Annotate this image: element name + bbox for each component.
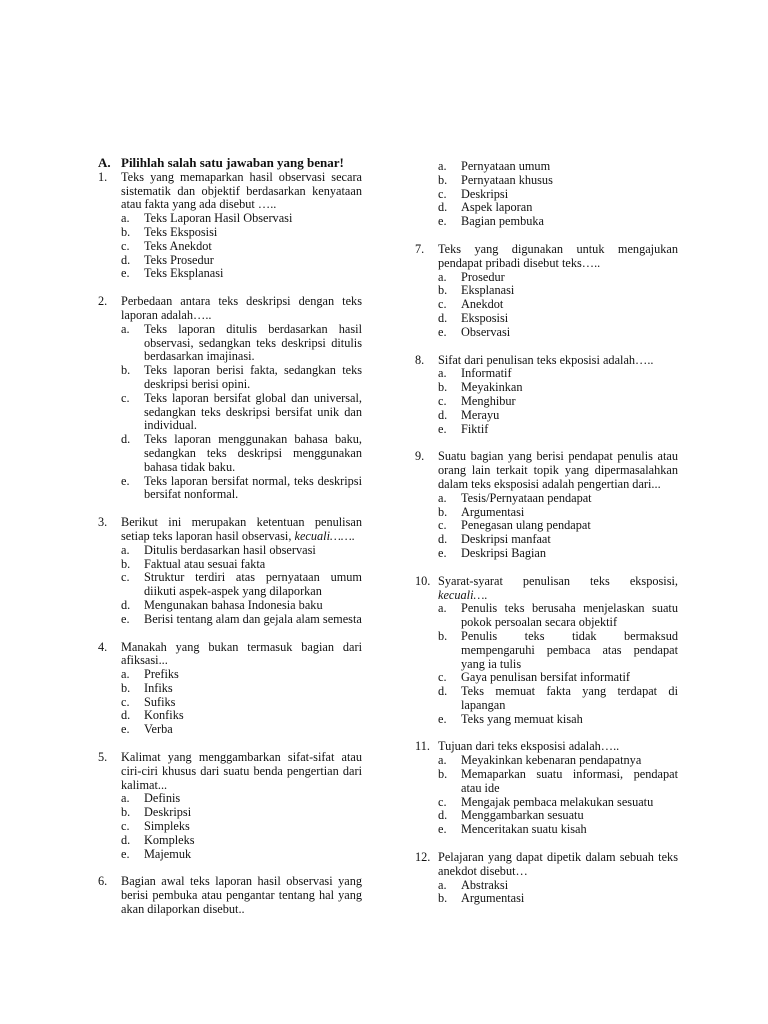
- option-letter: c.: [438, 393, 447, 408]
- option-letter: e.: [438, 421, 447, 436]
- question-number: 3.: [98, 515, 108, 530]
- option-text: Kompleks: [144, 832, 195, 847]
- option-text: Deskripsi: [144, 805, 192, 820]
- option-text: Teks Eksposisi: [144, 224, 218, 239]
- option-text: Tesis/Pernyataan pendapat: [461, 490, 592, 505]
- answer-option: [438, 533, 678, 547]
- option-text: Memaparkan suatu informasi, pendapat atau ide: [461, 767, 678, 795]
- answer-option: [438, 160, 678, 174]
- answer-option: [438, 809, 678, 823]
- question-item: [98, 641, 362, 738]
- answer-option: [438, 188, 678, 202]
- answer-option: [438, 713, 678, 727]
- answer-option: [121, 267, 362, 281]
- option-letter: d.: [438, 532, 448, 547]
- answer-option: [438, 754, 678, 768]
- option-text: Faktual atau sesuai fakta: [144, 556, 266, 571]
- option-letter: b.: [438, 380, 448, 395]
- answer-option: [438, 492, 678, 506]
- option-text: Deskripsi manfaat: [461, 532, 551, 547]
- section-letter: A.: [98, 155, 111, 170]
- option-letter: e.: [121, 846, 130, 861]
- question-text: [121, 875, 362, 916]
- option-text: Fiktif: [461, 421, 489, 436]
- question-text: [121, 751, 362, 792]
- option-list: [121, 792, 362, 861]
- question-text: [438, 354, 678, 368]
- question-text: [438, 575, 678, 603]
- answer-option: [438, 506, 678, 520]
- question-text-body: Pelajaran yang dapat dipetik dalam sebuah teks anekdot disebut…: [438, 850, 678, 878]
- option-text: Teks memuat fakta yang terdapat di lapangan: [461, 684, 678, 712]
- option-text: Teks laporan bersifat normal, teks deskripsi bersifat nonformal.: [144, 473, 362, 502]
- answer-option: [438, 768, 678, 796]
- answer-option: [438, 409, 678, 423]
- section-title: Pilihlah salah satu jawaban yang benar!: [121, 155, 344, 170]
- question-item: [98, 171, 362, 281]
- question-emphasis: kecuali…….: [294, 528, 355, 543]
- option-letter: a.: [121, 791, 130, 806]
- option-text: Meyakinkan kebenaran pendapatnya: [461, 753, 642, 768]
- option-text: Gaya penulisan bersifat informatif: [461, 670, 631, 685]
- option-text: Pernyataan khusus: [461, 172, 553, 187]
- answer-option: [438, 547, 678, 561]
- question-text: [438, 450, 678, 491]
- question-text-body: Manakah yang bukan termasuk bagian dari afiksasi...: [121, 639, 362, 668]
- question-text-body: Tujuan dari teks eksposisi adalah…..: [438, 739, 620, 754]
- answer-option: [438, 879, 678, 893]
- option-text: Argumentasi: [461, 504, 525, 519]
- answer-option: [438, 671, 678, 685]
- answer-option: [121, 820, 362, 834]
- option-letter: a.: [121, 667, 130, 682]
- answer-option: [121, 682, 362, 696]
- option-letter: e.: [438, 822, 447, 837]
- question-item: [415, 243, 678, 340]
- option-list: [121, 212, 362, 281]
- option-letter: b.: [121, 556, 131, 571]
- option-letter: a.: [438, 159, 447, 173]
- question-text-body: Berikut ini merupakan ketentuan penulisan setiap teks laporan hasil observasi,: [121, 515, 362, 543]
- option-letter: b.: [121, 224, 131, 239]
- question-header: [98, 516, 362, 544]
- option-letter: d.: [121, 832, 131, 847]
- option-letter: e.: [121, 266, 130, 281]
- option-text: Mengajak pembaca melakukan sesuatu: [461, 794, 654, 809]
- option-text: Prefiks: [144, 667, 179, 682]
- question-text-body: Suatu bagian yang berisi pendapat penulis atau orang lain terkait topik yang dipermasalahkan dalam teks eksposisi adalah pengertian dari...: [438, 449, 678, 491]
- answer-option: [438, 602, 678, 630]
- question-header: [98, 751, 362, 792]
- answer-option: [121, 323, 362, 364]
- answer-option: [438, 326, 678, 340]
- option-letter: b.: [438, 891, 448, 906]
- answer-option: [121, 212, 362, 226]
- option-list: [438, 271, 678, 340]
- option-letter: c.: [121, 570, 130, 585]
- answer-option: [121, 613, 362, 627]
- answer-option: [121, 226, 362, 240]
- option-letter: c.: [438, 794, 447, 809]
- section-heading: [98, 156, 362, 170]
- option-letter: b.: [121, 363, 131, 378]
- answer-option: [121, 475, 362, 503]
- option-text: Eksposisi: [461, 310, 509, 325]
- option-text: Observasi: [461, 324, 511, 339]
- left-column: [98, 156, 362, 917]
- answer-option: [121, 254, 362, 268]
- option-text: Verba: [144, 722, 173, 737]
- option-text: Teks Prosedur: [144, 252, 214, 267]
- option-text: Teks laporan ditulis berdasarkan hasil observasi, sedangkan teks deskripsi ditulis berdasarkan imajinasi.: [144, 321, 362, 364]
- option-text: Teks laporan bersifat global dan universal, sedangkan teks deskripsi bersifat unik dan individual.: [144, 390, 362, 433]
- option-letter: e.: [438, 545, 447, 560]
- option-letter: a.: [438, 366, 447, 381]
- option-letter: b.: [121, 805, 131, 820]
- question-text-body: Teks yang digunakan untuk mengajukan pendapat pribadi disebut teks…..: [438, 241, 678, 270]
- answer-option: [121, 834, 362, 848]
- option-text: Menceritakan suatu kisah: [461, 822, 587, 837]
- question-number: 11.: [415, 739, 430, 754]
- answer-option: [438, 174, 678, 188]
- question-number: 1.: [98, 169, 108, 184]
- option-text: Ditulis berdasarkan hasil observasi: [144, 542, 316, 557]
- question-text-body: Sifat dari penulisan teks ekposisi adalah…..: [438, 352, 654, 367]
- question-text-body: Teks yang memaparkan hasil observasi secara sistematik dan objektif berdasarkan kenyataan atau fakta yang ada disebut …..: [121, 169, 362, 212]
- option-text: Majemuk: [144, 846, 192, 861]
- option-letter: c.: [121, 819, 130, 834]
- option-list: [121, 544, 362, 627]
- question-text: [121, 641, 362, 669]
- option-letter: d.: [438, 808, 448, 823]
- answer-option: [121, 848, 362, 862]
- question-number: 10.: [415, 573, 431, 588]
- question-number: 12.: [415, 850, 431, 865]
- option-text: Struktur terdiri atas pernyataan umum diikuti aspek-aspek yang dilaporkan: [144, 570, 362, 599]
- question-number: 9.: [415, 449, 425, 464]
- option-letter: d.: [121, 432, 131, 447]
- option-text: Penulis teks tidak bermaksud mempengaruhi pembaca atas pendapat yang ia tulis: [461, 628, 678, 671]
- question-text: [121, 516, 362, 544]
- option-letter: e.: [121, 722, 130, 737]
- question-text-body: Syarat-syarat penulisan teks eksposisi,: [438, 573, 678, 588]
- question-item: [415, 354, 678, 437]
- option-text: Penulis teks berusaha menjelaskan suatu pokok persoalan secara objektif: [461, 601, 678, 630]
- option-text: Menghibur: [461, 393, 516, 408]
- question-item: [98, 875, 362, 916]
- option-letter: a.: [438, 753, 447, 768]
- answer-option: [121, 696, 362, 710]
- answer-option: [438, 367, 678, 381]
- answer-option: [438, 423, 678, 437]
- option-text: Anekdot: [461, 297, 504, 312]
- option-text: Teks laporan menggunakan bahasa baku, sedangkan teks deskripsi menggunakan bahasa tidak baku.: [144, 432, 362, 474]
- option-letter: c.: [121, 238, 130, 253]
- option-text: Meyakinkan: [461, 380, 523, 395]
- option-letter: e.: [438, 711, 447, 726]
- answer-option: [438, 312, 678, 326]
- option-text: Pernyataan umum: [461, 159, 551, 173]
- option-text: Aspek laporan: [461, 200, 533, 215]
- answer-option: [438, 796, 678, 810]
- option-list: [438, 754, 678, 837]
- option-list: [438, 160, 678, 229]
- question-item: [98, 751, 362, 861]
- question-header: [415, 243, 678, 271]
- option-text: Berisi tentang alam dan gejala alam semesta: [144, 611, 362, 626]
- option-letter: d.: [438, 407, 448, 422]
- answer-option: [438, 271, 678, 285]
- question-header: [415, 851, 678, 879]
- answer-option: [121, 571, 362, 599]
- option-text: Definis: [144, 791, 181, 806]
- option-text: Sufiks: [144, 694, 176, 709]
- answer-option: [121, 599, 362, 613]
- option-letter: a.: [438, 877, 447, 892]
- option-letter: a.: [121, 542, 130, 557]
- question-header: [98, 295, 362, 323]
- option-list: [121, 323, 362, 502]
- question-item: [415, 740, 678, 837]
- option-text: Menggambarkan sesuatu: [461, 808, 584, 823]
- answer-option: [121, 709, 362, 723]
- option-letter: b.: [438, 628, 448, 643]
- answer-option: [121, 723, 362, 737]
- option-text: Mengunakan bahasa Indonesia baku: [144, 597, 323, 612]
- option-letter: b.: [438, 504, 448, 519]
- option-text: Konfiks: [144, 708, 184, 723]
- answer-option: [438, 519, 678, 533]
- option-letter: a.: [438, 490, 447, 505]
- question-item: [98, 295, 362, 502]
- option-letter: e.: [438, 214, 447, 229]
- option-text: Informatif: [461, 366, 512, 381]
- question-text: [438, 851, 678, 879]
- right-column: [415, 156, 678, 906]
- question-number: 2.: [98, 294, 108, 309]
- option-letter: b.: [438, 767, 448, 782]
- answer-option: [438, 823, 678, 837]
- question-text-body: Bagian awal teks laporan hasil observasi yang berisi pembuka atau pengantar tentang hal yang akan dilaporkan disebut..: [121, 874, 362, 917]
- answer-option: [121, 806, 362, 820]
- option-letter: c.: [438, 670, 447, 685]
- question-number: 4.: [98, 639, 108, 654]
- option-letter: a.: [438, 269, 447, 284]
- question-header: [98, 875, 362, 916]
- option-letter: c.: [438, 297, 447, 312]
- question-header: [98, 641, 362, 669]
- option-text: Eksplanasi: [461, 283, 515, 298]
- option-letter: d.: [438, 310, 448, 325]
- option-text: Abstraksi: [461, 877, 509, 892]
- option-text: Infiks: [144, 680, 173, 695]
- answer-option: [121, 558, 362, 572]
- option-letter: a.: [121, 211, 130, 226]
- answer-option: [438, 284, 678, 298]
- question-text: [121, 171, 362, 212]
- question-text: [438, 740, 678, 754]
- question-text-body: Perbedaan antara teks deskripsi dengan teks laporan adalah…..: [121, 294, 362, 322]
- option-list: [438, 367, 678, 436]
- option-list: [438, 879, 678, 907]
- answer-option: [438, 892, 678, 906]
- option-letter: d.: [121, 252, 131, 267]
- answer-option: [121, 668, 362, 682]
- option-letter: c.: [121, 390, 130, 405]
- option-letter: b.: [438, 283, 448, 298]
- option-letter: d.: [438, 684, 448, 699]
- option-text: Teks Anekdot: [144, 238, 212, 253]
- question-header: [415, 740, 678, 754]
- question-header: [415, 575, 678, 603]
- answer-option: [438, 685, 678, 713]
- question-item: [415, 851, 678, 906]
- answer-option: [438, 395, 678, 409]
- option-text: Penegasan ulang pendapat: [461, 518, 591, 533]
- question-text: [121, 295, 362, 323]
- option-letter: e.: [121, 611, 130, 626]
- option-letter: c.: [438, 518, 447, 533]
- option-text: Deskripsi: [461, 186, 509, 201]
- answer-option: [438, 630, 678, 671]
- question-header: [415, 354, 678, 368]
- answer-option: [121, 544, 362, 558]
- question-number: 8.: [415, 352, 425, 367]
- option-letter: d.: [438, 200, 448, 215]
- option-letter: c.: [121, 694, 130, 709]
- question-item: [415, 450, 678, 560]
- question-emphasis: kecuali….: [438, 587, 488, 602]
- option-letter: b.: [438, 172, 448, 187]
- option-letter: a.: [121, 321, 130, 336]
- option-text: Teks laporan berisi fakta, sedangkan teks deskripsi berisi opini.: [144, 363, 362, 391]
- answer-option: [438, 215, 678, 229]
- answer-option: [121, 433, 362, 474]
- question-number: 6.: [98, 874, 108, 889]
- option-letter: b.: [121, 680, 131, 695]
- question-text: [438, 243, 678, 271]
- option-letter: e.: [121, 473, 130, 488]
- option-letter: e.: [438, 324, 447, 339]
- option-text: Merayu: [461, 407, 500, 422]
- question-item: [415, 575, 678, 727]
- question-header: [98, 171, 362, 212]
- answer-option: [121, 364, 362, 392]
- option-text: Teks Eksplanasi: [144, 266, 224, 281]
- answer-option: [438, 201, 678, 215]
- answer-option: [438, 298, 678, 312]
- answer-option: [121, 792, 362, 806]
- question-number: 7.: [415, 241, 425, 256]
- option-list: [438, 492, 678, 561]
- option-letter: a.: [438, 601, 447, 616]
- question-item: [415, 160, 678, 229]
- option-text: Bagian pembuka: [461, 214, 544, 229]
- answer-option: [121, 392, 362, 433]
- option-text: Argumentasi: [461, 891, 525, 906]
- option-text: Teks yang memuat kisah: [461, 711, 583, 726]
- question-item: [98, 516, 362, 626]
- answer-option: [438, 381, 678, 395]
- option-text: Deskripsi Bagian: [461, 545, 547, 560]
- option-list: [121, 668, 362, 737]
- option-text: Simpleks: [144, 819, 190, 834]
- option-list: [438, 602, 678, 726]
- question-number: 5.: [98, 750, 108, 765]
- option-letter: d.: [121, 708, 131, 723]
- question-text-body: Kalimat yang menggambarkan sifat-sifat atau ciri-ciri khusus dari suatu benda pengertian dari kalimat...: [121, 750, 362, 792]
- option-text: Teks Laporan Hasil Observasi: [144, 211, 293, 226]
- option-letter: d.: [121, 597, 131, 612]
- option-letter: c.: [438, 186, 447, 201]
- question-header: [415, 450, 678, 491]
- option-text: Prosedur: [461, 269, 505, 284]
- answer-option: [121, 240, 362, 254]
